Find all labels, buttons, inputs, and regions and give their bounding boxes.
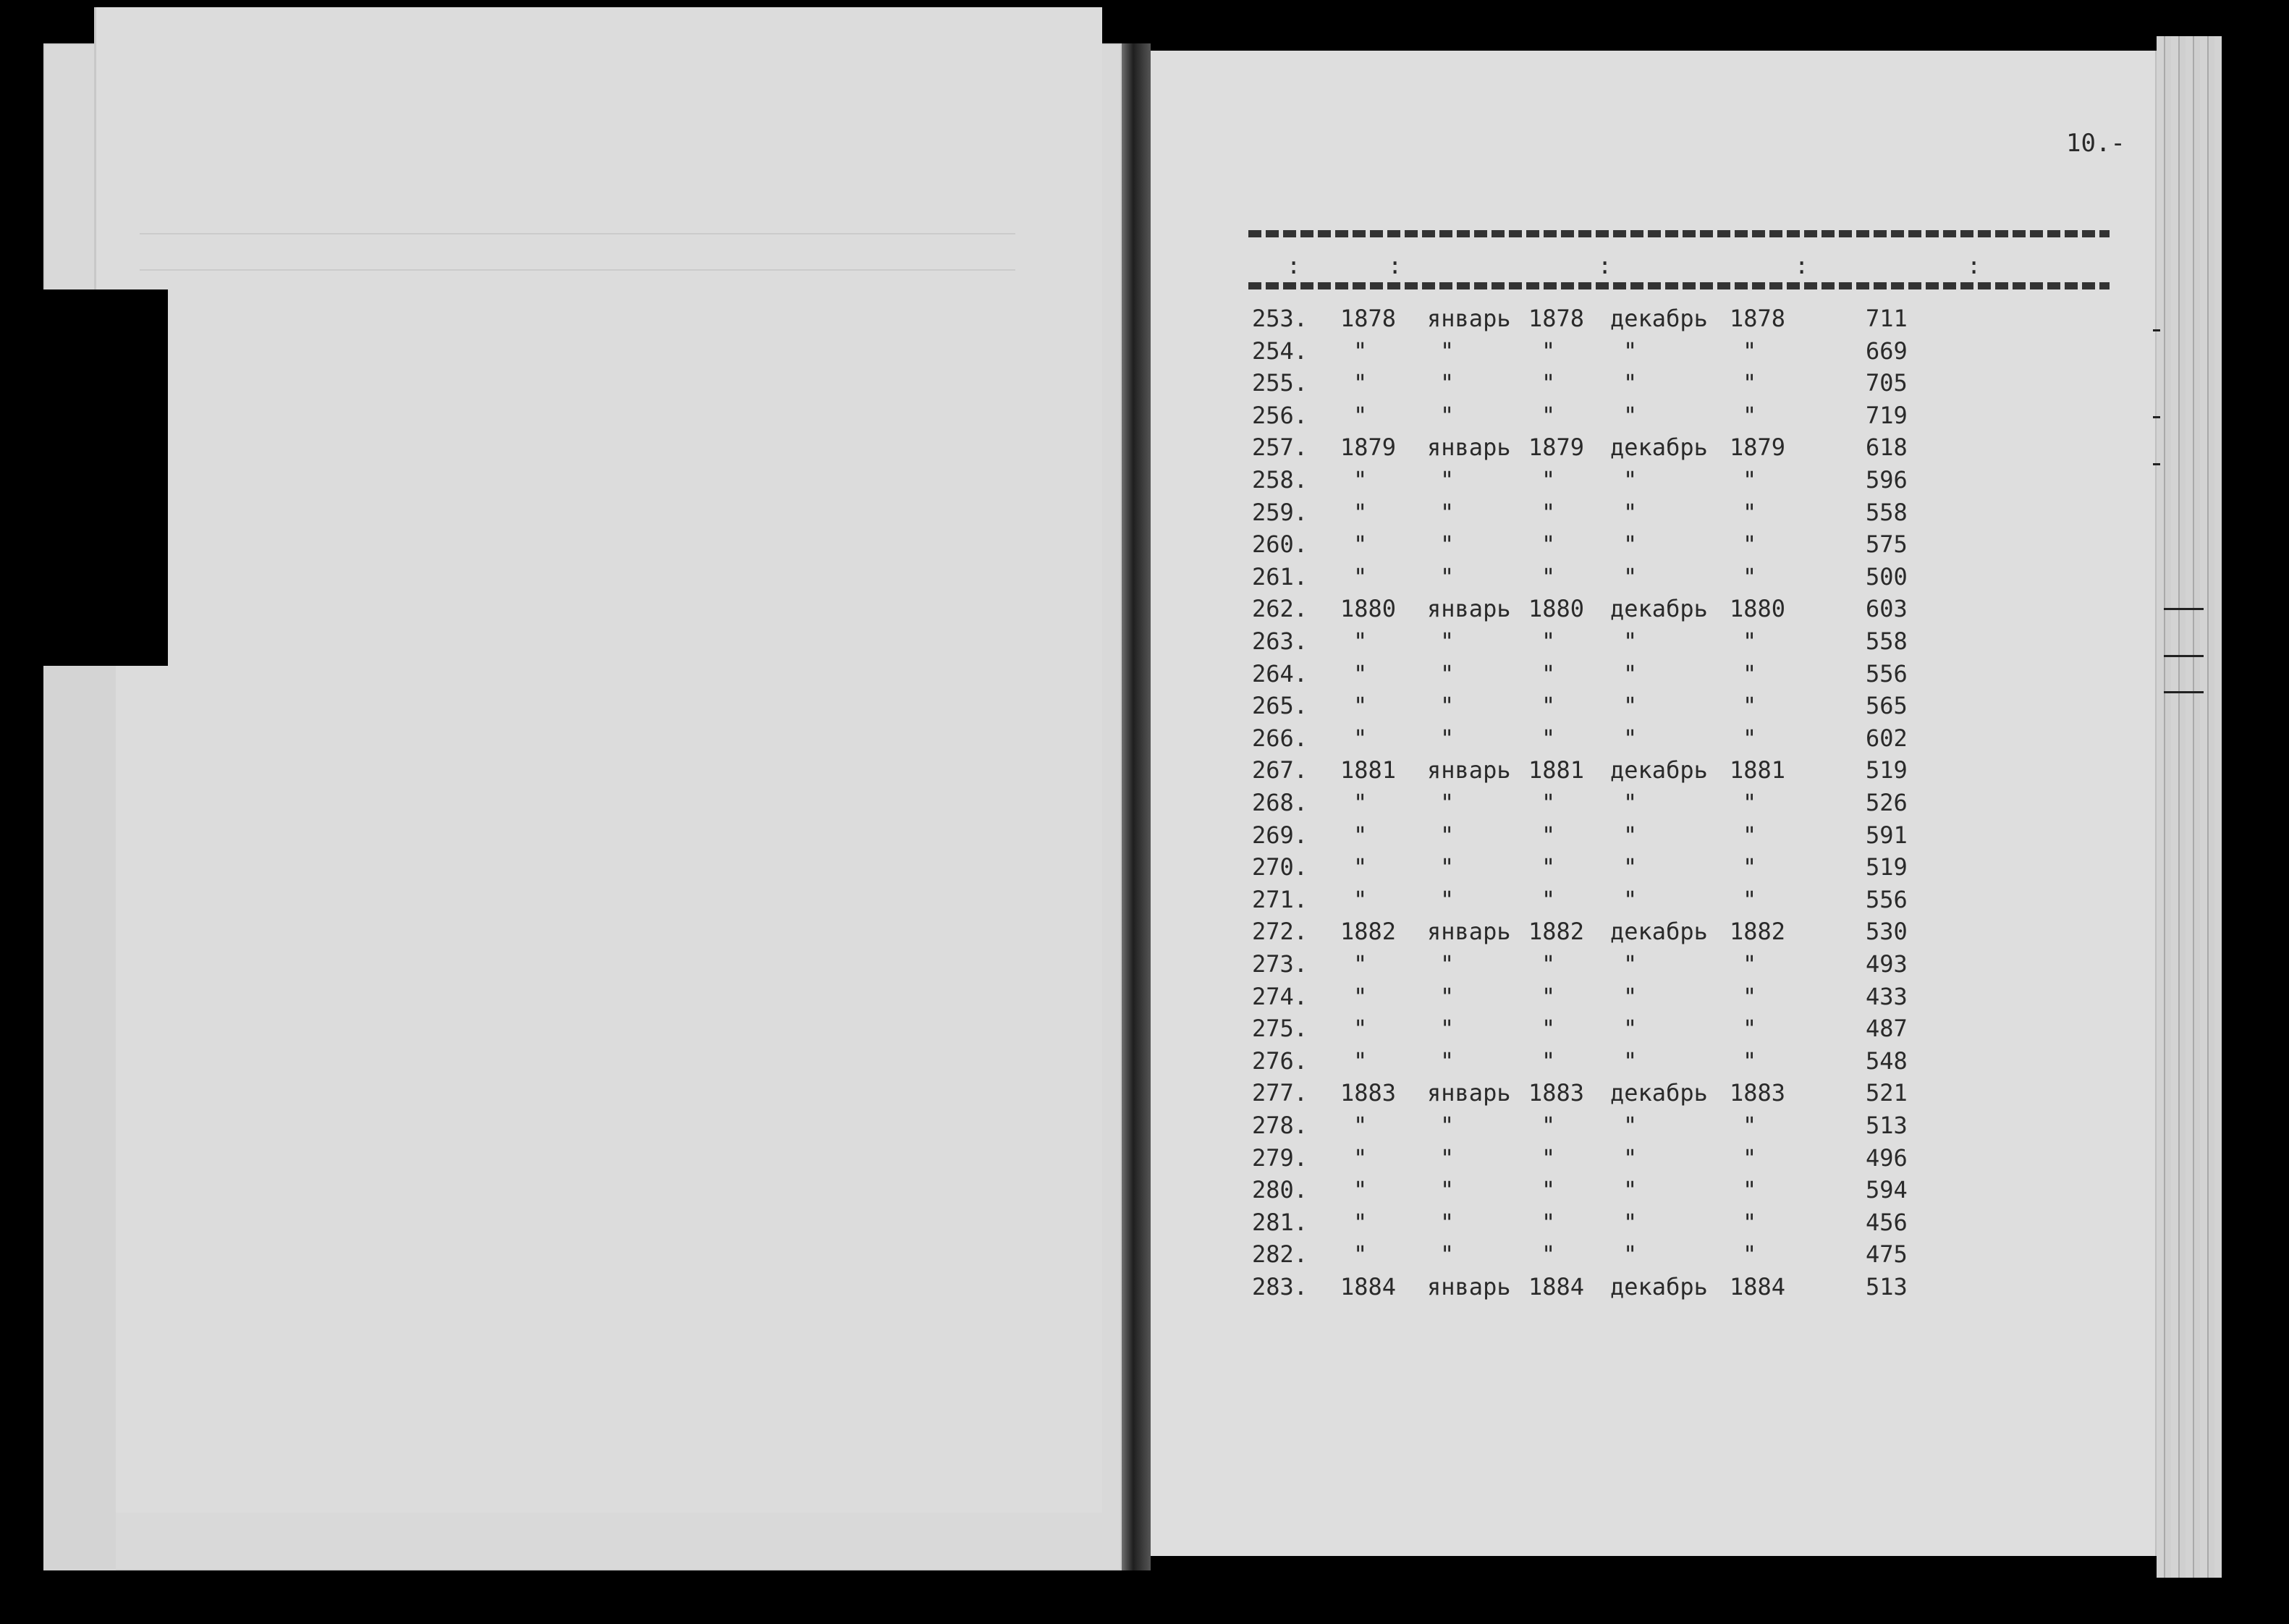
- table-row: [0, 1174, 2289, 1206]
- row-number: 280.: [1252, 1176, 1308, 1204]
- end-year: ": [1743, 1208, 1757, 1236]
- start-year: ": [1353, 1143, 1368, 1172]
- end-month: ": [1623, 627, 1638, 655]
- end-month: ": [1623, 1015, 1638, 1043]
- end-month: ": [1623, 498, 1638, 526]
- start-year: 1882: [1340, 918, 1397, 946]
- count-value: 487: [1866, 1015, 1908, 1043]
- end-year: 1882: [1730, 918, 1786, 946]
- end-month: ": [1623, 789, 1638, 816]
- table-row: [0, 1109, 2289, 1141]
- table-row: [0, 1045, 2289, 1077]
- table-row: [0, 981, 2289, 1012]
- count-value: 558: [1866, 498, 1908, 526]
- end-month: ": [1623, 401, 1638, 429]
- start-year-repeat: ": [1541, 466, 1556, 494]
- row-number: 260.: [1252, 530, 1308, 559]
- row-number: 275.: [1252, 1015, 1308, 1043]
- end-year: ": [1743, 337, 1757, 365]
- row-number: 273.: [1252, 950, 1308, 978]
- start-month: ": [1440, 659, 1455, 688]
- start-year: ": [1353, 401, 1368, 429]
- start-year: ": [1353, 982, 1368, 1010]
- row-number: 259.: [1252, 498, 1308, 526]
- start-year: ": [1353, 1176, 1368, 1204]
- count-value: 521: [1866, 1079, 1908, 1107]
- table-row: [0, 593, 2289, 625]
- start-year: ": [1353, 1015, 1368, 1043]
- start-month: ": [1440, 724, 1455, 752]
- start-year: ": [1353, 1112, 1368, 1139]
- start-year-repeat: 1878: [1528, 305, 1585, 332]
- start-month: январь: [1427, 305, 1511, 332]
- table-row: [0, 367, 2289, 399]
- end-year: ": [1743, 530, 1757, 559]
- end-month: ": [1623, 1208, 1638, 1236]
- row-number: 271.: [1252, 885, 1308, 913]
- start-year: 1884: [1340, 1273, 1397, 1301]
- count-value: 565: [1866, 692, 1908, 720]
- header-colon: :: [1967, 252, 1981, 279]
- count-value: 526: [1866, 789, 1908, 816]
- start-year: ": [1353, 950, 1368, 978]
- table-row: [0, 1238, 2289, 1270]
- start-year: 1881: [1340, 756, 1397, 784]
- start-year-repeat: ": [1541, 1143, 1556, 1172]
- end-year: ": [1743, 821, 1757, 849]
- table-row: [0, 303, 2289, 334]
- end-year: ": [1743, 562, 1757, 591]
- faint-ruled-line: [140, 269, 1015, 271]
- start-year: ": [1353, 1046, 1368, 1075]
- start-year: ": [1353, 1208, 1368, 1236]
- start-month: ": [1440, 1143, 1455, 1172]
- table-row: [0, 658, 2289, 690]
- table-row: [0, 851, 2289, 883]
- start-year-repeat: ": [1541, 659, 1556, 688]
- row-number: 267.: [1252, 756, 1308, 784]
- end-month: ": [1623, 1046, 1638, 1075]
- count-value: 496: [1866, 1143, 1908, 1172]
- table-row: [0, 819, 2289, 851]
- start-year: 1880: [1340, 595, 1397, 623]
- start-month: ": [1440, 982, 1455, 1010]
- end-year: ": [1743, 1046, 1757, 1075]
- start-month: ": [1440, 1112, 1455, 1139]
- start-month: январь: [1427, 756, 1511, 784]
- row-number: 276.: [1252, 1046, 1308, 1075]
- end-month: декабрь: [1610, 1273, 1708, 1301]
- row-number: 254.: [1252, 337, 1308, 365]
- end-month: ": [1623, 466, 1638, 494]
- table-row: [0, 335, 2289, 367]
- start-month: ": [1440, 530, 1455, 559]
- table-row: [0, 690, 2289, 722]
- end-month: ": [1623, 562, 1638, 591]
- count-value: 475: [1866, 1240, 1908, 1269]
- count-value: 513: [1866, 1112, 1908, 1139]
- end-year: ": [1743, 853, 1757, 881]
- table-row: [0, 948, 2289, 980]
- count-value: 519: [1866, 756, 1908, 784]
- start-year-repeat: 1884: [1528, 1273, 1585, 1301]
- start-year: ": [1353, 466, 1368, 494]
- count-value: 711: [1866, 305, 1908, 332]
- table-row: [0, 1206, 2289, 1238]
- count-value: 596: [1866, 466, 1908, 494]
- row-number: 261.: [1252, 562, 1308, 591]
- table-row: [0, 464, 2289, 496]
- count-value: 603: [1866, 595, 1908, 623]
- row-number: 263.: [1252, 627, 1308, 655]
- row-number: 278.: [1252, 1112, 1308, 1139]
- table-row: [0, 722, 2289, 754]
- end-year: ": [1743, 950, 1757, 978]
- start-year: 1879: [1340, 434, 1397, 462]
- table-row: [0, 1271, 2289, 1303]
- row-number: 272.: [1252, 918, 1308, 946]
- start-year-repeat: ": [1541, 401, 1556, 429]
- table-row: [0, 1142, 2289, 1174]
- start-year-repeat: ": [1541, 692, 1556, 720]
- header-colon: :: [1598, 252, 1612, 279]
- end-month: декабрь: [1610, 918, 1708, 946]
- table-row: [0, 754, 2289, 786]
- start-year: ": [1353, 885, 1368, 913]
- end-month: ": [1623, 885, 1638, 913]
- start-month: ": [1440, 466, 1455, 494]
- end-year: ": [1743, 466, 1757, 494]
- header-rule-bottom: [1248, 282, 2110, 289]
- table-row: [0, 528, 2289, 560]
- end-year: ": [1743, 1143, 1757, 1172]
- table-row: [0, 915, 2289, 947]
- row-number: 253.: [1252, 305, 1308, 332]
- start-month: январь: [1427, 595, 1511, 623]
- start-year: ": [1353, 789, 1368, 816]
- row-number: 257.: [1252, 434, 1308, 462]
- row-number: 279.: [1252, 1143, 1308, 1172]
- end-month: ": [1623, 853, 1638, 881]
- count-value: 669: [1866, 337, 1908, 365]
- table-row: [0, 561, 2289, 593]
- start-month: ": [1440, 1176, 1455, 1204]
- count-value: 500: [1866, 562, 1908, 591]
- start-month: ": [1440, 885, 1455, 913]
- start-year-repeat: ": [1541, 369, 1556, 397]
- start-year: ": [1353, 530, 1368, 559]
- end-year: 1884: [1730, 1273, 1786, 1301]
- row-number: 268.: [1252, 789, 1308, 816]
- faint-ruled-line: [140, 233, 1015, 234]
- row-number: 274.: [1252, 982, 1308, 1010]
- end-year: ": [1743, 789, 1757, 816]
- start-year-repeat: 1883: [1528, 1079, 1585, 1107]
- start-year-repeat: 1879: [1528, 434, 1585, 462]
- start-year-repeat: ": [1541, 627, 1556, 655]
- start-month: ": [1440, 853, 1455, 881]
- end-year: ": [1743, 724, 1757, 752]
- start-month: январь: [1427, 918, 1511, 946]
- end-year: 1881: [1730, 756, 1786, 784]
- count-value: 602: [1866, 724, 1908, 752]
- start-year-repeat: ": [1541, 853, 1556, 881]
- start-month: январь: [1427, 1273, 1511, 1301]
- start-month: январь: [1427, 1079, 1511, 1107]
- end-year: 1879: [1730, 434, 1786, 462]
- header-rule-top: [1248, 230, 2110, 237]
- table-row: [0, 496, 2289, 528]
- row-number: 265.: [1252, 692, 1308, 720]
- start-year-repeat: ": [1541, 1240, 1556, 1269]
- start-month: ": [1440, 692, 1455, 720]
- table-row: [0, 1012, 2289, 1044]
- start-year-repeat: ": [1541, 885, 1556, 913]
- count-value: 556: [1866, 659, 1908, 688]
- row-number: 262.: [1252, 595, 1308, 623]
- row-number: 264.: [1252, 659, 1308, 688]
- end-month: декабрь: [1610, 595, 1708, 623]
- header-colon: :: [1388, 252, 1402, 279]
- end-year: ": [1743, 982, 1757, 1010]
- start-month: ": [1440, 562, 1455, 591]
- start-year: ": [1353, 692, 1368, 720]
- end-month: ": [1623, 530, 1638, 559]
- table-row: [0, 884, 2289, 915]
- start-year-repeat: ": [1541, 789, 1556, 816]
- end-month: ": [1623, 337, 1638, 365]
- start-month: ": [1440, 1015, 1455, 1043]
- start-year: ": [1353, 627, 1368, 655]
- end-month: ": [1623, 821, 1638, 849]
- header-colon: :: [1287, 252, 1301, 279]
- table-row: [0, 787, 2289, 819]
- start-year: ": [1353, 369, 1368, 397]
- end-month: ": [1623, 950, 1638, 978]
- count-value: 493: [1866, 950, 1908, 978]
- start-year-repeat: 1880: [1528, 595, 1585, 623]
- page-number: 10.-: [2066, 129, 2125, 158]
- end-year: ": [1743, 885, 1757, 913]
- start-year-repeat: ": [1541, 562, 1556, 591]
- row-number: 277.: [1252, 1079, 1308, 1107]
- end-year: 1878: [1730, 305, 1786, 332]
- count-value: 548: [1866, 1046, 1908, 1075]
- end-year: ": [1743, 692, 1757, 720]
- start-year-repeat: ": [1541, 1046, 1556, 1075]
- start-year: 1878: [1340, 305, 1397, 332]
- end-year: ": [1743, 1112, 1757, 1139]
- count-value: 530: [1866, 918, 1908, 946]
- start-year: ": [1353, 562, 1368, 591]
- table-row: [0, 625, 2289, 657]
- start-year-repeat: ": [1541, 498, 1556, 526]
- start-year-repeat: 1881: [1528, 756, 1585, 784]
- end-month: декабрь: [1610, 756, 1708, 784]
- count-value: 705: [1866, 369, 1908, 397]
- count-value: 591: [1866, 821, 1908, 849]
- start-month: ": [1440, 950, 1455, 978]
- start-year: 1883: [1340, 1079, 1397, 1107]
- end-month: ": [1623, 1143, 1638, 1172]
- start-year: ": [1353, 821, 1368, 849]
- start-year-repeat: ": [1541, 950, 1556, 978]
- end-month: ": [1623, 1112, 1638, 1139]
- start-month: ": [1440, 337, 1455, 365]
- row-number: 255.: [1252, 369, 1308, 397]
- count-value: 519: [1866, 853, 1908, 881]
- start-month: ": [1440, 789, 1455, 816]
- start-year-repeat: ": [1541, 530, 1556, 559]
- end-year: ": [1743, 498, 1757, 526]
- end-year: ": [1743, 1240, 1757, 1269]
- end-month: ": [1623, 1176, 1638, 1204]
- start-year-repeat: ": [1541, 1112, 1556, 1139]
- start-month: ": [1440, 821, 1455, 849]
- end-month: ": [1623, 724, 1638, 752]
- table-row: [0, 1077, 2289, 1109]
- end-month: декабрь: [1610, 305, 1708, 332]
- start-year: ": [1353, 498, 1368, 526]
- start-month: ": [1440, 498, 1455, 526]
- end-year: 1880: [1730, 595, 1786, 623]
- end-month: ": [1623, 659, 1638, 688]
- end-year: ": [1743, 401, 1757, 429]
- start-month: ": [1440, 369, 1455, 397]
- start-year: ": [1353, 1240, 1368, 1269]
- end-year: ": [1743, 1176, 1757, 1204]
- start-month: ": [1440, 401, 1455, 429]
- start-month: январь: [1427, 434, 1511, 462]
- start-year-repeat: ": [1541, 821, 1556, 849]
- row-number: 281.: [1252, 1208, 1308, 1236]
- count-value: 575: [1866, 530, 1908, 559]
- start-year: ": [1353, 853, 1368, 881]
- start-year: ": [1353, 337, 1368, 365]
- row-number: 282.: [1252, 1240, 1308, 1269]
- end-year: ": [1743, 627, 1757, 655]
- row-number: 256.: [1252, 401, 1308, 429]
- end-year: ": [1743, 1015, 1757, 1043]
- count-value: 456: [1866, 1208, 1908, 1236]
- count-value: 558: [1866, 627, 1908, 655]
- count-value: 618: [1866, 434, 1908, 462]
- start-month: ": [1440, 627, 1455, 655]
- row-number: 283.: [1252, 1273, 1308, 1301]
- start-month: ": [1440, 1208, 1455, 1236]
- start-year-repeat: ": [1541, 982, 1556, 1010]
- count-value: 556: [1866, 885, 1908, 913]
- table-row: [0, 431, 2289, 463]
- end-month: ": [1623, 692, 1638, 720]
- count-value: 594: [1866, 1176, 1908, 1204]
- row-number: 258.: [1252, 466, 1308, 494]
- end-year: ": [1743, 369, 1757, 397]
- start-year-repeat: ": [1541, 1015, 1556, 1043]
- end-year: 1883: [1730, 1079, 1786, 1107]
- end-month: ": [1623, 369, 1638, 397]
- count-value: 513: [1866, 1273, 1908, 1301]
- start-year: ": [1353, 659, 1368, 688]
- start-year: ": [1353, 724, 1368, 752]
- row-number: 270.: [1252, 853, 1308, 881]
- start-month: ": [1440, 1240, 1455, 1269]
- header-colon: :: [1795, 252, 1809, 279]
- row-number: 269.: [1252, 821, 1308, 849]
- start-month: ": [1440, 1046, 1455, 1075]
- count-value: 719: [1866, 401, 1908, 429]
- start-year-repeat: ": [1541, 724, 1556, 752]
- row-number: 266.: [1252, 724, 1308, 752]
- end-month: декабрь: [1610, 434, 1708, 462]
- end-year: ": [1743, 659, 1757, 688]
- count-value: 433: [1866, 982, 1908, 1010]
- start-year-repeat: ": [1541, 1208, 1556, 1236]
- table-row: [0, 399, 2289, 431]
- end-month: декабрь: [1610, 1079, 1708, 1107]
- end-month: ": [1623, 1240, 1638, 1269]
- start-year-repeat: ": [1541, 337, 1556, 365]
- start-year-repeat: 1882: [1528, 918, 1585, 946]
- start-year-repeat: ": [1541, 1176, 1556, 1204]
- end-month: ": [1623, 982, 1638, 1010]
